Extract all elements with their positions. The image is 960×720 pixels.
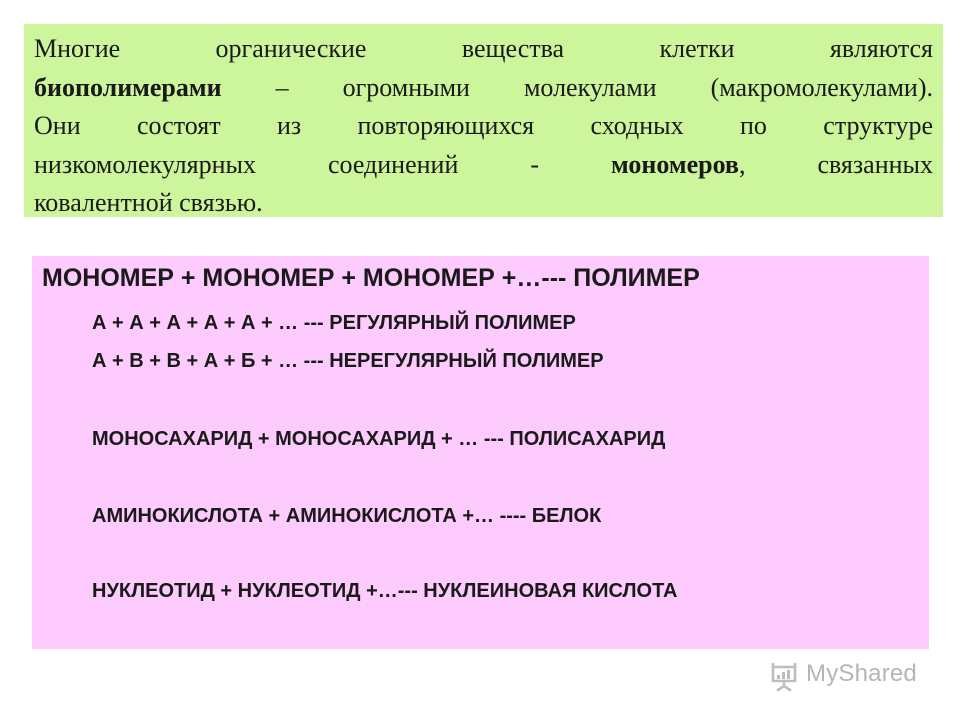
intro-line-4 xyxy=(34,146,933,185)
intro-line-4-start: низкомолекулярных соединений - xyxy=(34,149,611,179)
myshared-watermark xyxy=(766,656,926,696)
intro-line-2 xyxy=(34,69,933,108)
intro-line-5: ковалентной связью. xyxy=(34,188,263,217)
formula-irregular-polymer: А + В + В + А + Б + … --- НЕРЕГУЛЯРНЫЙ ПОЛИМЕР xyxy=(92,350,604,372)
formula-protein: АМИНОКИСЛОТА + АМИНОКИСЛОТА +… ---- БЕЛОК xyxy=(92,505,602,527)
watermark-text: MyShared xyxy=(806,660,917,687)
intro-text-box xyxy=(24,24,943,217)
intro-line-2-rest: – огромными молекулами (макромолекулами). xyxy=(221,72,933,102)
intro-line-1: Многие органические вещества клетки являются xyxy=(34,34,933,63)
term-biopolymers: биополимерами xyxy=(34,72,222,102)
formula-nucleic-acid: НУКЛЕОТИД + НУКЛЕОТИД +…--- НУКЛЕИНОВАЯ КИСЛОТА xyxy=(92,580,678,602)
formulas-box xyxy=(32,256,929,649)
intro-line-4-end: , связанных xyxy=(738,149,933,179)
presentation-board-icon xyxy=(766,658,802,694)
formula-regular-polymer: А + А + А + А + А + … --- РЕГУЛЯРНЫЙ ПОЛИМЕР xyxy=(92,312,576,334)
term-monomers: мономеров xyxy=(611,149,739,179)
intro-line-3: Они состоят из повторяющихся сходных по структуре xyxy=(34,111,933,140)
formula-main: МОНОМЕР + МОНОМЕР + МОНОМЕР +…--- ПОЛИМЕР xyxy=(42,264,700,292)
formula-polysaccharide: МОНОСАХАРИД + МОНОСАХАРИД + … --- ПОЛИСАХАРИД xyxy=(92,428,666,450)
